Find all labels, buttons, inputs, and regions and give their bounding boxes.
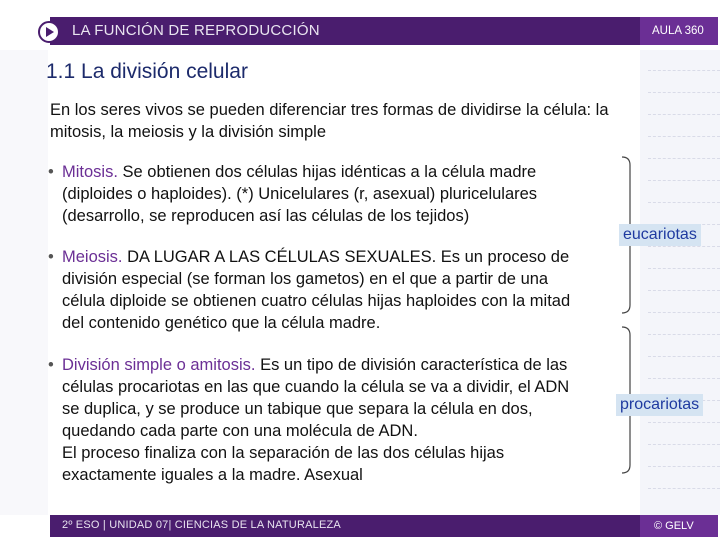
bullet-line: El proceso finaliza con la separación de las dos células hijas [62, 444, 505, 462]
bullet-dot: • [48, 248, 54, 266]
bullet-line: del contenido genético que la célula madre. [62, 314, 381, 332]
footer-course: 2º ESO | UNIDAD 07| CIENCIAS DE LA NATURALEZA [62, 519, 341, 531]
footer-copyright-box [640, 515, 718, 537]
bullet-line: exactamente iguales a la madre. Asexual [62, 466, 363, 484]
keyword-mitosis: Mitosis. [62, 163, 118, 181]
bullet-line: Se obtienen dos células hijas idénticas a la célula madre [117, 163, 537, 181]
page-title: 1.1 La división celular [46, 60, 248, 83]
tag-procariotas: procariotas [616, 394, 703, 416]
bullet-dot: • [48, 356, 54, 374]
right-margin-decoration [640, 50, 720, 515]
bullet-line: se duplica, y se produce un tabique que separa la célula en dos, [62, 400, 533, 418]
tag-eucariotas: eucariotas [619, 224, 701, 246]
bullet-line: quedando cada parte con una molécula de ADN. [62, 422, 418, 440]
bullet-meiosis [48, 246, 570, 269]
header-title: LA FUNCIÓN DE REPRODUCCIÓN [72, 22, 320, 39]
left-margin-decoration [0, 50, 48, 515]
intro-line-1: En los seres vivos se pueden diferenciar tres formas de dividirse la célula: la [50, 101, 609, 119]
bullet-line: células procariotas en las que cuando la célula se va a dividir, el ADN [62, 378, 570, 396]
aula-badge-label: AULA 360 [652, 25, 704, 37]
bullet-line: (desarrollo, se reproducen así las células de los tejidos) [62, 207, 470, 225]
play-icon[interactable] [38, 21, 60, 43]
aula-badge [640, 17, 718, 45]
bullet-line: DA LUGAR A LAS CÉLULAS SEXUALES. Es un proceso de [122, 248, 570, 266]
bullet-line: división especial (se forman los gametos) en el que a partir de una [62, 270, 549, 288]
keyword-division-simple: División simple o amitosis. [62, 356, 256, 374]
bullet-line: Es un tipo de división característica de las [255, 356, 568, 374]
bullet-dot: • [48, 163, 54, 181]
bullet-line: (diploides o haploides). (*) Unicelulares (r, asexual) pluricelulares [62, 185, 538, 203]
bullet-line: célula diploide se obtienen cuatro células hijas haploides con la mitad [62, 292, 571, 310]
footer-copyright: © GELV [654, 520, 694, 532]
bullet-division-simple [48, 354, 568, 377]
intro-line-2: mitosis, la meiosis y la división simple [50, 123, 326, 141]
keyword-meiosis: Meiosis. [62, 248, 123, 266]
bullet-mitosis [48, 161, 537, 184]
